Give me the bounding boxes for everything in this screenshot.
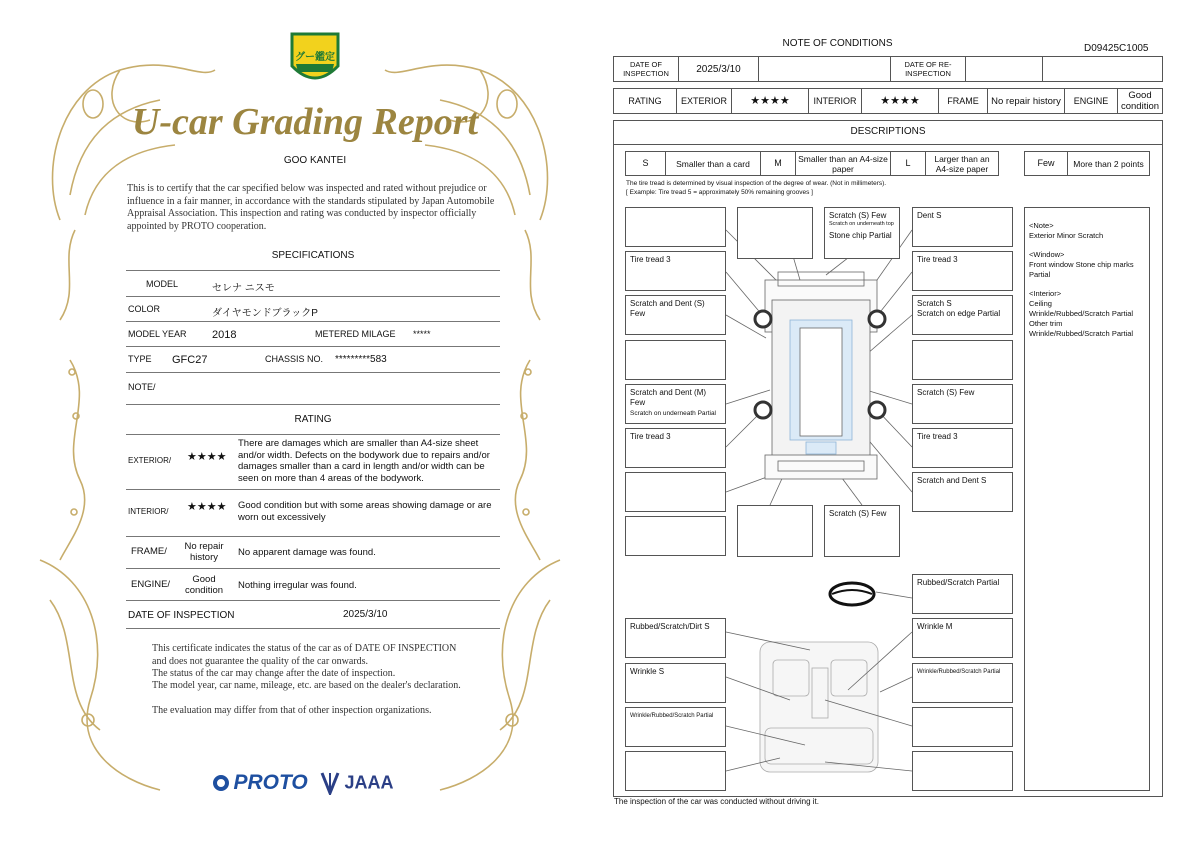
badge-text: グー鑑定 <box>295 52 335 63</box>
interior-stars: ★★★★ <box>187 501 227 513</box>
note-label: NOTE/ <box>128 382 156 392</box>
callout-left-1 <box>625 207 726 247</box>
date-inspection-label: DATE OF INSPECTION <box>614 57 679 82</box>
callout-text: Scratch and Dent S <box>917 476 987 485</box>
note-panel <box>1024 207 1150 791</box>
descriptions-heading: DESCRIPTIONS <box>850 126 926 137</box>
rating-heading: RATING <box>294 414 332 425</box>
callout-steering <box>912 574 1013 614</box>
date-inspection-value: 2025/3/10 <box>679 57 759 82</box>
callout-text: Tire tread 3 <box>917 255 958 264</box>
legend-l-desc: Larger than an A4-size paper <box>926 152 999 176</box>
callout-top-center <box>824 207 900 259</box>
legend-m: M <box>761 152 796 176</box>
conditions-footer: The inspection of the car was conducted without driving it. <box>614 797 819 806</box>
note-of-conditions <box>600 0 1200 848</box>
interior-description: Good condition but with some areas showing damage or are worn out excessively <box>238 500 492 523</box>
exterior-label: EXTERIOR/ <box>128 456 172 465</box>
note-panel-text: <Note> Exterior Minor Scratch <Window> Front window Stone chip marks Partial <Interior> Ceiling Wrinkle/Rubbed/Scratch Partial Other trim Wrinkle/Rubbed/Scratch Partial <box>1029 220 1134 338</box>
callout-interior-left-3 <box>625 707 726 747</box>
proto-mark-icon <box>213 775 229 791</box>
certificate-footer-3: The model year, car name, mileage, etc. are based on the dealer's declaration. <box>152 680 461 691</box>
certificate-intro: This is to certify that the car specified below was inspected and rated without prejudice or influence in a fair manner, in accordance with the standards stipulated by Japan Automobile Appraisal Association. This inspection and rating was conducted by inspector officially appointed by PROTO cooperation. <box>127 183 495 232</box>
callout-interior-right-4 <box>912 751 1013 791</box>
callout-subtext: Scratch on underneath Partial <box>630 410 716 417</box>
frame-value: No repair history <box>988 89 1065 114</box>
certificate-footer-1: This certificate indicates the status of the car as of DATE OF INSPECTION and does not guarantee the quality of the car onwards. <box>152 643 457 667</box>
jaaa-logo <box>320 771 393 797</box>
callout-text: Scratch S Scratch on edge Partial <box>917 299 1001 318</box>
interior-label: INTERIOR <box>809 89 862 114</box>
callout-right-7 <box>912 472 1013 512</box>
certificate-subtitle: GOO KANTEI <box>283 155 347 166</box>
legend-s: S <box>626 152 666 176</box>
model-year-label: MODEL YEAR <box>128 329 187 339</box>
legend-few-desc: More than 2 points <box>1068 152 1150 176</box>
callout-bottom-center <box>824 505 900 557</box>
exterior-description: There are damages which are smaller than A4-size sheet and/or width. Defects on the bodywork due to repairs and/or damages smaller than a card in length and/or width can be seen on more than 4 areas of the bodywork. <box>238 438 490 484</box>
proto-logo <box>213 771 308 797</box>
callout-text: Wrinkle S <box>630 667 665 676</box>
date-of-inspection-value: 2025/3/10 <box>343 609 388 620</box>
callout-interior-left-2 <box>625 663 726 703</box>
frame-label: FRAME <box>939 89 988 114</box>
jaaa-mark-icon <box>320 771 340 795</box>
interior-label: INTERIOR/ <box>128 507 169 516</box>
type-value: GFC27 <box>172 354 208 366</box>
frame-label: FRAME/ <box>131 546 167 557</box>
model-value: セレナ ニスモ <box>212 283 275 294</box>
callout-text: Scratch (S) Few <box>917 388 975 397</box>
callout-text: Scratch and Dent (M) Few <box>630 388 707 407</box>
engine-value: Good condition <box>1118 89 1163 114</box>
tire-note-1: The tire tread is determined by visual inspection of the degree of wear. (Not in millimeters). <box>626 180 887 187</box>
callout-text: Tire tread 3 <box>630 255 671 264</box>
tire-note-2: [ Example: Tire tread 5 = approximately 50% remaining grooves ] <box>626 189 813 196</box>
callout-text: Tire tread 3 <box>630 432 671 441</box>
callout-text: Dent S <box>917 211 942 220</box>
legend-m-desc: Smaller than an A4-size paper <box>796 152 891 176</box>
callout-interior-right-1 <box>912 618 1013 658</box>
callout-interior-left-4 <box>625 751 726 791</box>
callout-text: Wrinkle M <box>917 622 953 631</box>
date-of-inspection-label: DATE OF INSPECTION <box>128 610 235 621</box>
callout-left-8 <box>625 516 726 556</box>
callout-text: Stone chip Partial <box>829 231 892 240</box>
legend-few: Few <box>1025 152 1068 176</box>
callout-left-4 <box>625 340 726 380</box>
callout-text: Scratch (S) Few <box>829 211 887 220</box>
chassis-label: CHASSIS NO. <box>265 354 324 364</box>
interior-stars: ★★★★ <box>862 89 939 114</box>
callout-left-2 <box>625 251 726 291</box>
callout-right-2 <box>912 251 1013 291</box>
callout-bottom-left-center <box>737 505 813 557</box>
certificate-footer-4: The evaluation may differ from that of other inspection organizations. <box>152 705 432 716</box>
callout-right-6 <box>912 428 1013 468</box>
callout-interior-left-1 <box>625 618 726 658</box>
callout-left-3 <box>625 295 726 335</box>
callout-text: Wrinkle/Rubbed/Scratch Partial <box>630 713 714 719</box>
type-label: TYPE <box>128 354 152 364</box>
callout-right-5 <box>912 384 1013 424</box>
proto-logo-text: PROTO <box>233 771 308 794</box>
chassis-value: *********583 <box>335 354 387 365</box>
model-year-value: 2018 <box>212 329 237 341</box>
document-id: D09425C1005 <box>1084 43 1149 54</box>
callout-right-3 <box>912 295 1013 335</box>
certificate-title: U-car Grading Report <box>131 101 479 143</box>
callout-text: Rubbed/Scratch Partial <box>917 578 1000 587</box>
callout-interior-right-3 <box>912 707 1013 747</box>
callout-text: Scratch and Dent (S) Few <box>630 299 705 318</box>
callout-interior-right-2 <box>912 663 1013 703</box>
color-label: COLOR <box>128 304 161 314</box>
callout-right-1 <box>912 207 1013 247</box>
mileage-value: ***** <box>413 329 431 339</box>
model-label: MODEL <box>146 279 179 289</box>
frame-description: No apparent damage was found. <box>238 547 376 558</box>
frame-value: No repair history <box>184 541 224 563</box>
callout-right-4 <box>912 340 1013 380</box>
engine-value: Good condition <box>184 574 224 596</box>
legend-s-desc: Smaller than a card <box>666 152 761 176</box>
rating-label: RATING <box>614 89 677 114</box>
callout-text: Tire tread 3 <box>917 432 958 441</box>
callout-text: Wrinkle/Rubbed/Scratch Partial <box>917 669 1001 675</box>
engine-label: ENGINE <box>1065 89 1118 114</box>
callout-left-7 <box>625 472 726 512</box>
specs-heading: SPECIFICATIONS <box>271 250 355 261</box>
callout-text: Rubbed/Scratch/Dirt S <box>630 622 710 631</box>
engine-description: Nothing irregular was found. <box>238 580 357 591</box>
jaaa-logo-text: JAAA <box>344 772 394 793</box>
callout-top-left-center <box>737 207 813 259</box>
goo-kantei-badge <box>288 30 342 90</box>
legend-l: L <box>891 152 926 176</box>
callout-left-5 <box>625 384 726 424</box>
callout-text: Scratch (S) Few <box>829 509 887 518</box>
exterior-stars: ★★★★ <box>732 89 809 114</box>
callout-left-6 <box>625 428 726 468</box>
callout-subtext: Scratch on underneath top <box>829 221 894 227</box>
engine-label: ENGINE/ <box>131 579 171 590</box>
mileage-label: METERED MILAGE <box>315 329 396 339</box>
exterior-stars: ★★★★ <box>187 451 227 463</box>
color-value: ダイヤモンドブラックP <box>212 308 318 319</box>
steering-wheel-icon <box>830 583 874 605</box>
reinspection-label: DATE OF RE-INSPECTION <box>891 57 966 82</box>
certificate-footer-2: The status of the car may change after the date of inspection. <box>152 668 396 679</box>
exterior-label: EXTERIOR <box>677 89 732 114</box>
conditions-title: NOTE OF CONDITIONS <box>782 38 893 49</box>
